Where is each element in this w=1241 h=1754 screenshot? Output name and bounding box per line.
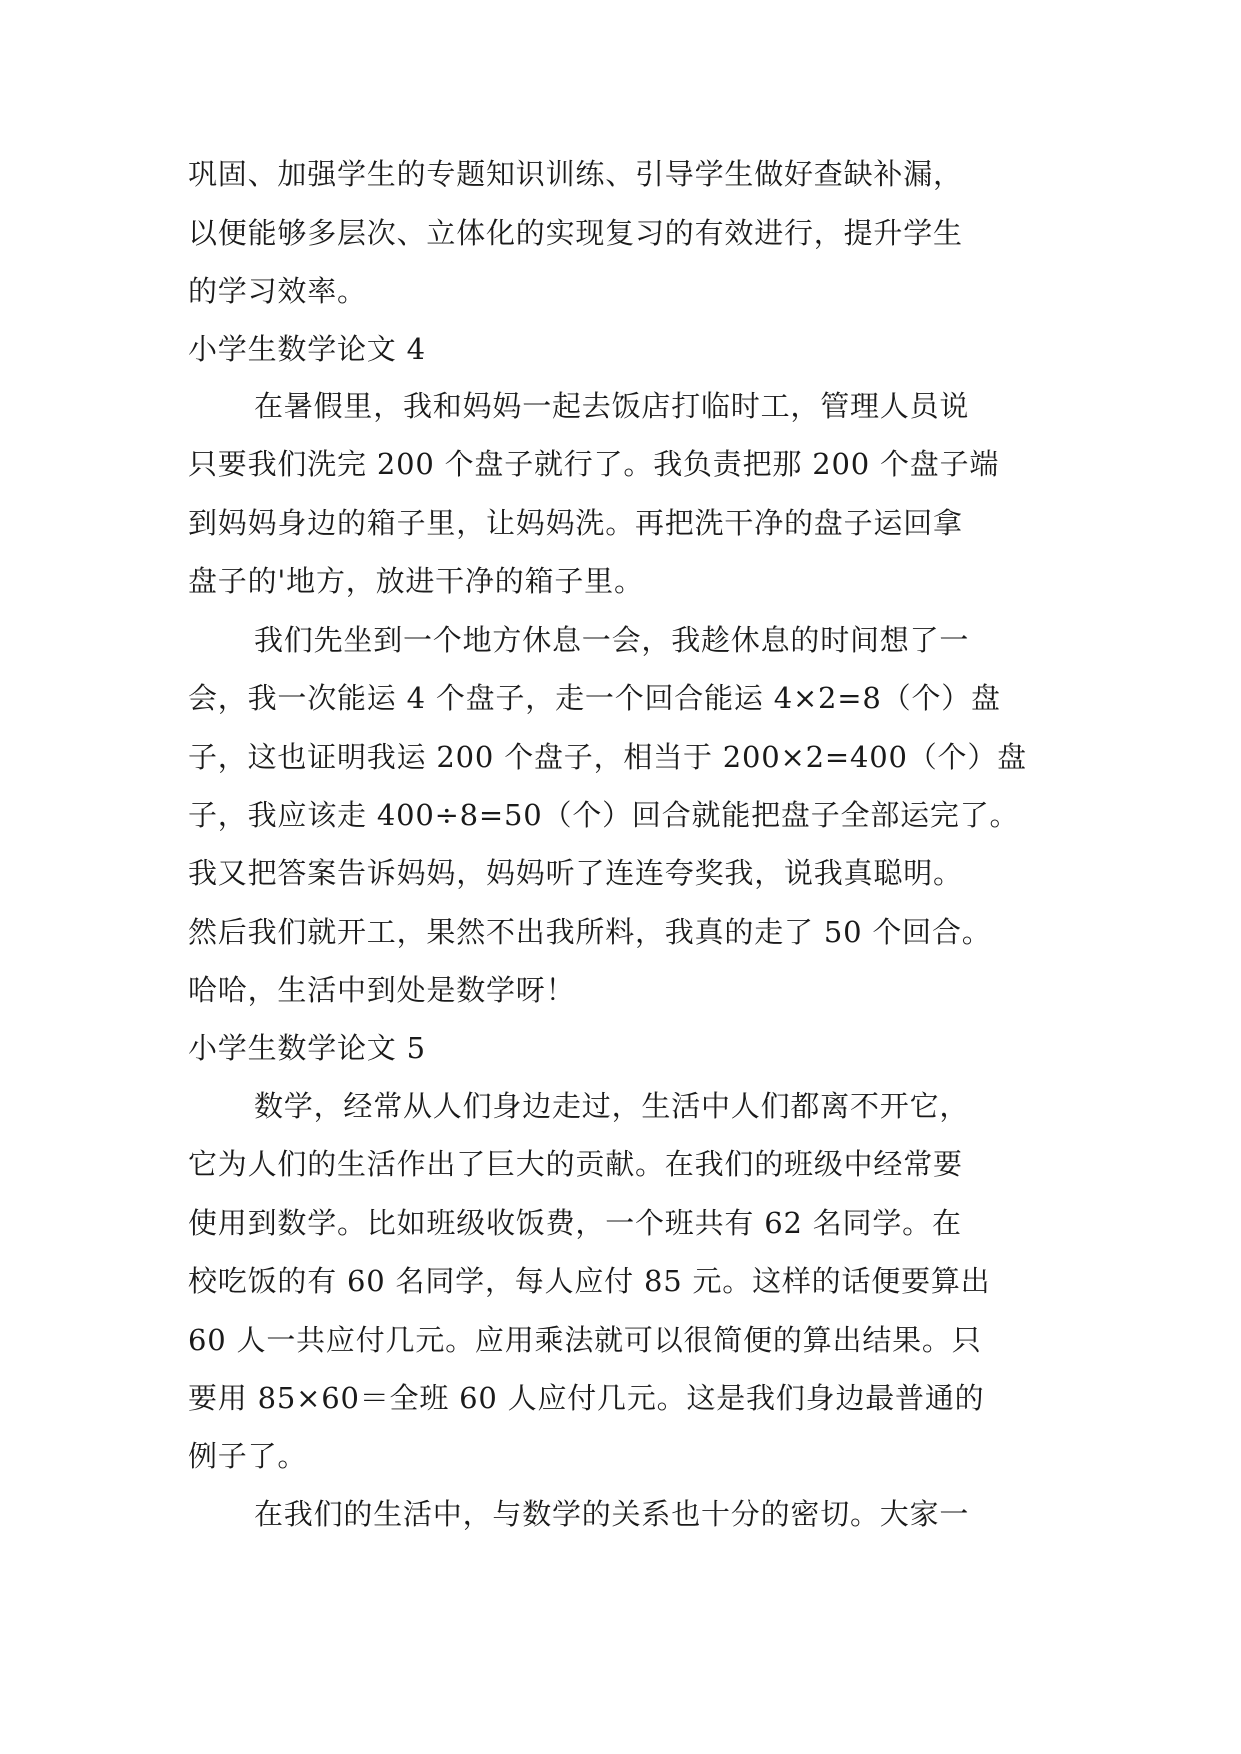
paragraph-line: 哈哈，生活中到处是数学呀！ [188,973,576,1007]
paragraph-line: 到妈妈身边的箱子里，让妈妈洗。再把洗干净的盘子运回拿 [188,506,963,540]
paragraph-line: 只要我们洗完 200 个盘子就行了。我负责把那 200 个盘子端 [188,447,1000,481]
paragraph-line: 盘子的'地方，放进干净的箱子里。 [188,564,644,598]
paragraph-line: 我又把答案告诉妈妈，妈妈听了连连夸奖我，说我真聪明。 [188,856,963,890]
paragraph-line: 巩固、加强学生的专题知识训练、引导学生做好查缺补漏， [188,157,963,191]
section-heading: 小学生数学论文 4 [188,332,426,366]
paragraph-line: 校吃饭的有 60 名同学，每人应付 85 元。这样的话便要算出 [188,1264,991,1298]
paragraph-line: 例子了。 [188,1439,308,1473]
paragraph-line: 子，我应该走 400÷8=50（个）回合就能把盘子全部运完了。 [188,798,1020,832]
paragraph-line: 然后我们就开工，果然不出我所料，我真的走了 50 个回合。 [188,915,992,949]
paragraph-line: 60 人一共应付几元。应用乘法就可以很简便的算出结果。只 [188,1323,982,1357]
paragraph-line: 子，这也证明我运 200 个盘子，相当于 200×2=400（个）盘 [188,740,1027,774]
paragraph-line: 我们先坐到一个地方休息一会，我趁休息的时间想了一 [254,623,970,657]
paragraph-line: 的学习效率。 [188,274,367,308]
paragraph-line: 会，我一次能运 4 个盘子，走一个回合能运 4×2=8（个）盘 [188,681,1001,715]
paragraph-line: 它为人们的生活作出了巨大的贡献。在我们的班级中经常要 [188,1147,963,1181]
paragraph-line: 以便能够多层次、立体化的实现复习的有效进行，提升学生 [188,216,963,250]
paragraph-line: 要用 85×60＝全班 60 人应付几元。这是我们身边最普通的 [188,1381,985,1415]
paragraph-line: 使用到数学。比如班级收饭费，一个班共有 62 名同学。在 [188,1206,962,1240]
paragraph-line: 在我们的生活中，与数学的关系也十分的密切。大家一 [254,1497,970,1531]
paragraph-line: 数学，经常从人们身边走过，生活中人们都离不开它， [254,1089,970,1123]
section-heading: 小学生数学论文 5 [188,1031,426,1065]
paragraph-line: 在暑假里，我和妈妈一起去饭店打临时工，管理人员说 [254,389,970,423]
